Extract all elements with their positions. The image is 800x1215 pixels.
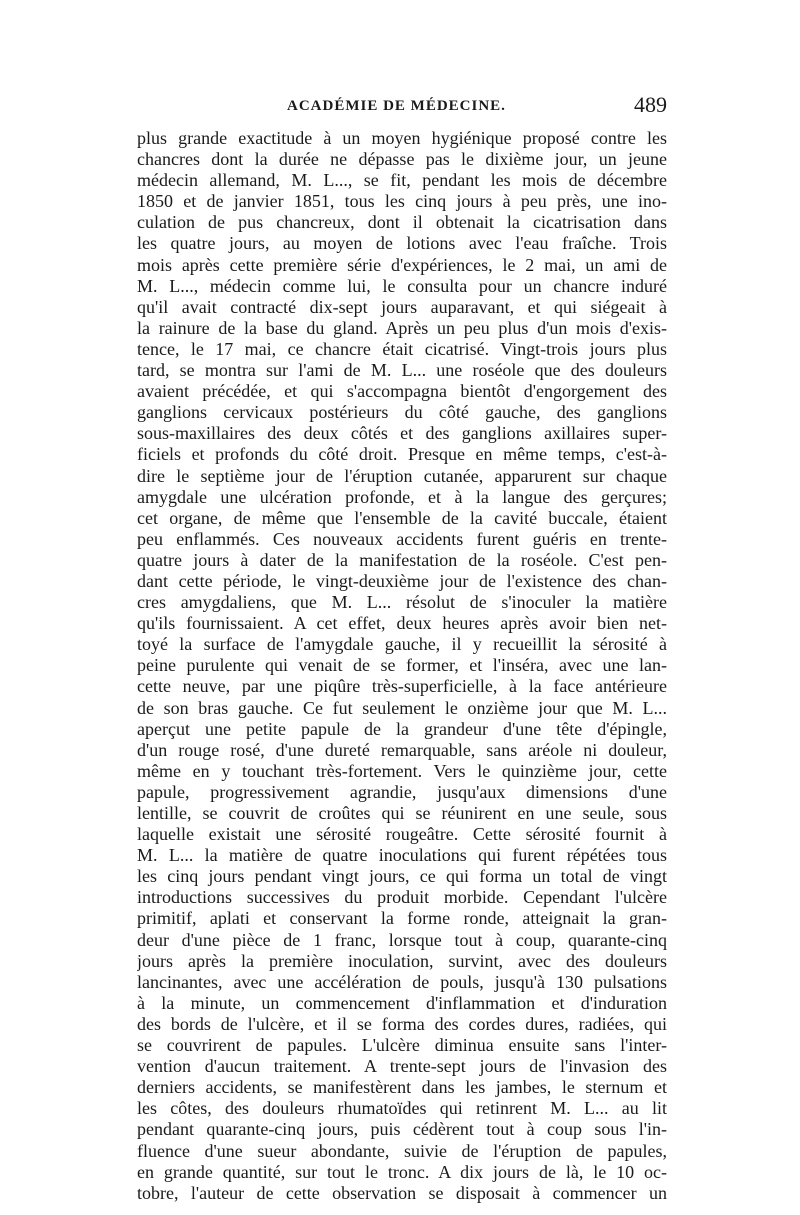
text-line: M. L... la matière de quatre inoculations qui furent répétées tous <box>137 845 667 866</box>
text-line: même en y touchant très-fortement. Vers le quinzième jour, cette <box>137 760 667 781</box>
text-line: amygdale une ulcération profonde, et à la langue des gerçures; <box>137 486 667 507</box>
text-line: cres amygdaliens, que M. L... résolut de s'inoculer la matière <box>137 592 667 613</box>
text-line: ficiels et profonds du côté droit. Presque en même temps, c'est-à- <box>137 444 667 465</box>
text-line: introductions successives du produit morbide. Cependant l'ulcère <box>137 887 667 908</box>
text-line: peu enflammés. Ces nouveaux accidents furent guéris en trente- <box>137 528 667 549</box>
text-line: cet organe, de même que l'ensemble de la cavité buccale, étaient <box>137 507 667 528</box>
text-line: tobre, l'auteur de cette observation se disposait à commencer un <box>137 1182 667 1203</box>
text-line: en grande quantité, sur tout le tronc. A dix jours de là, le 10 oc- <box>137 1161 667 1182</box>
text-line: chancres dont la durée ne dépasse pas le dixième jour, un jeune <box>137 149 667 170</box>
text-line: d'un rouge rosé, d'une dureté remarquable, sans aréole ni douleur, <box>137 739 667 760</box>
text-line: sous-maxillaires des deux côtés et des ganglions axillaires super- <box>137 423 667 444</box>
text-line: tard, se montra sur l'ami de M. L... une roséole que des douleurs <box>137 360 667 381</box>
text-line: jours après la première inoculation, survint, avec des douleurs <box>137 950 667 971</box>
text-line: dant cette période, le vingt-deuxième jour de l'existence des chan- <box>137 570 667 591</box>
text-line: de son bras gauche. Ce fut seulement le onzième jour que M. L... <box>137 697 667 718</box>
page-number: 489 <box>634 92 667 117</box>
text-line: laquelle existait une sérosité rougeâtre. Cette sérosité fournit à <box>137 824 667 845</box>
text-line: M. L..., médecin comme lui, le consulta pour un chancre induré <box>137 275 667 296</box>
text-line: à la minute, un commencement d'inflammation et d'induration <box>137 992 667 1013</box>
text-line: qu'ils fournissaient. A cet effet, deux heures après avoir bien net- <box>137 613 667 634</box>
running-title: ACADÉMIE DE MÉDECINE. <box>287 98 506 114</box>
text-line: aperçut une petite papule de la grandeur d'une tête d'épingle, <box>137 718 667 739</box>
text-line: vention d'aucun traitement. A trente-sept jours de l'invasion des <box>137 1056 667 1077</box>
text-line: quatre jours à dater de la manifestation de la roséole. C'est pen- <box>137 549 667 570</box>
text-line: toyé la surface de l'amygdale gauche, il y recueillit la sérosité à <box>137 634 667 655</box>
text-line: se couvrirent de papules. L'ulcère diminua ensuite sans l'inter- <box>137 1035 667 1056</box>
running-header <box>137 92 667 128</box>
text-line: peine purulente qui venait de se former, et l'inséra, avec une lan- <box>137 655 667 676</box>
text-line: dire le septième jour de l'éruption cutanée, apparurent sur chaque <box>137 465 667 486</box>
text-line: les quatre jours, au moyen de lotions avec l'eau fraîche. Trois <box>137 233 667 254</box>
text-line: plus grande exactitude à un moyen hygiénique proposé contre les <box>137 128 667 148</box>
text-line: la rainure de la base du gland. Après un peu plus d'un mois d'exis- <box>137 317 667 338</box>
text-line: culation de pus chancreux, dont il obtenait la cicatrisation dans <box>137 212 667 233</box>
text-line: tence, le 17 mai, ce chancre était cicatrisé. Vingt-trois jours plus <box>137 338 667 359</box>
text-line: derniers accidents, se manifestèrent dans les jambes, le sternum et <box>137 1077 667 1098</box>
text-line: deur d'une pièce de 1 franc, lorsque tout à coup, quarante-cinq <box>137 929 667 950</box>
text-line: des bords de l'ulcère, et il se forma des cordes dures, radiées, qui <box>137 1013 667 1034</box>
text-line: ganglions cervicaux postérieurs du côté gauche, des ganglions <box>137 402 667 423</box>
text-line: primitif, aplati et conservant la forme ronde, atteignait la gran- <box>137 908 667 929</box>
text-line: 1850 et de janvier 1851, tous les cinq jours à peu près, une ino- <box>137 191 667 212</box>
text-line: lentille, se couvrit de croûtes qui se réunirent en une seule, sous <box>137 803 667 823</box>
text-line: les côtes, des douleurs rhumatoïdes qui retinrent M. L... au lit <box>137 1098 667 1119</box>
text-line: qu'il avait contracté dix-sept jours auparavant, et qui siégeait à <box>137 296 667 317</box>
text-line: lancinantes, avec une accélération de pouls, jusqu'à 130 pulsations <box>137 971 667 992</box>
body-text <box>137 128 667 1204</box>
text-line: mois après cette première série d'expériences, le 2 mai, un ami de <box>137 254 667 275</box>
text-line: cette neuve, par une piqûre très-superficielle, à la face antérieure <box>137 676 667 697</box>
text-line: fluence d'une sueur abondante, suivie de l'éruption de papules, <box>137 1140 667 1161</box>
text-line: avaient précédée, et qui s'accompagna bientôt d'engorgement des <box>137 381 667 402</box>
text-line: pendant quarante-cinq jours, puis cédèrent tout à coup sous l'in- <box>137 1119 667 1140</box>
text-line: papule, progressivement agrandie, jusqu'aux dimensions d'une <box>137 781 667 802</box>
text-line: les cinq jours pendant vingt jours, ce qui forma un total de vingt <box>137 866 667 887</box>
text-line: médecin allemand, M. L..., se fit, pendant les mois de décembre <box>137 170 667 191</box>
book-page <box>137 92 667 1204</box>
